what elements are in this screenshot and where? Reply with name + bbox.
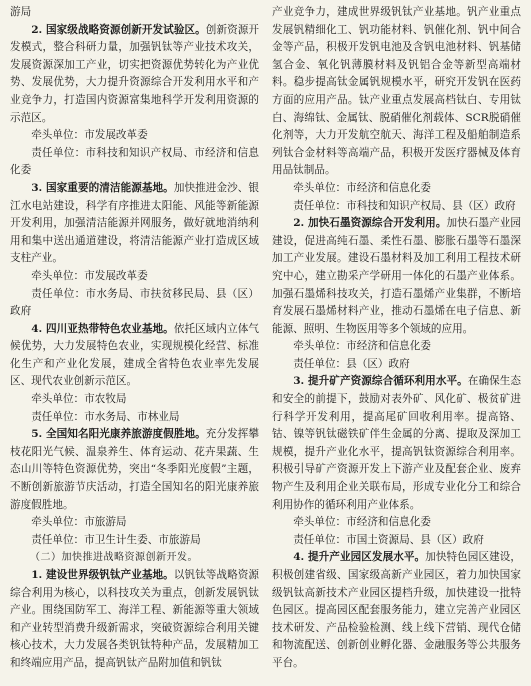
numbered-paragraph bbox=[10, 180, 259, 268]
paragraph-heading: 2. 加快石墨资源综合开发利用。 bbox=[293, 217, 447, 230]
responsibility-line: 责任单位：市水务局、市林业局 bbox=[31, 410, 180, 423]
numbered-paragraph bbox=[10, 321, 259, 391]
paragraph-heading: 4. 四川亚热带特色农业基地。 bbox=[31, 322, 174, 335]
paragraph-body: 充分发挥攀枝花阳光气候、温泉养生、体育运动、花卉果蔬、生态山川等特色资源优势，突出“冬季阳光度假”主题，不断创新旅游节庆活动，打造全国知名的阳光康养旅游度假胜地。 bbox=[10, 428, 259, 511]
numbered-paragraph bbox=[272, 215, 521, 338]
paragraph-heading: 3. 提升矿产资源综合循环利用水平。 bbox=[293, 375, 468, 388]
paragraph-heading: 3. 国家重要的清洁能源基地。 bbox=[31, 181, 174, 194]
paragraph-heading: 5. 全国知名阳光康养旅游度假胜地。 bbox=[31, 428, 206, 441]
paragraph-body: 加快特色园区建设，积极创建省级、国家级高新产业园区，着力加快国家级钒钛高新技术产业园区提档升级，加快建设一批特色园区。提高园区配套服务能力，建立完善产业园区技术研发、产品检验检测、线上线下营销、现代仓储和物流配送、创新创业孵化器、金融服务等公共服务平台。 bbox=[272, 551, 521, 669]
paragraph-body: 加快推进金沙、银江水电站建设，科学有序推进太阳能、风能等新能源开发利用，加强清洁能源并网服务，做好就地消纳利用和集中送出通道建设，将清洁能源产业打造成区域支柱产业。 bbox=[10, 181, 259, 265]
numbered-paragraph bbox=[10, 22, 259, 128]
paragraph-heading: 2. 国家级战略资源创新开发试验区。 bbox=[31, 23, 206, 36]
responsibility-line: 牵头单位：市发展改革委 bbox=[31, 269, 148, 282]
paragraph-body: 创新资源开发模式，整合科研力量，加强钒钛等产业技术攻关，发展资源深加工产业，切实把资源优势转化为产业优势、发展优势，大力提升资源综合开发利用水平和产业竞争力，打造国内资源富集地科学开发利用资源的示范区。 bbox=[10, 23, 259, 124]
paragraph-heading: 4. 提升产业园区发展水平。 bbox=[293, 551, 426, 564]
left-column bbox=[10, 4, 259, 686]
continued-text: 产业竞争力，建成世界级钒钛产业基地。钒产业重点发展钒精细化工、钒功能材料、钒催化剂、钒中间合金等产品，积极开发钒电池及含钒电池材料、钒基储氢合金、氧化钒薄膜材料及钒铝合金等新型高端材料。稳步提高钛金属钒规模水平，研究开发钒在医药方面的应用产品。钛产业重点发展高档钛白、专用钛白、海绵钛、金属钛、脱硝催化剂载体、SCR脱硝催化剂等，大力开发航空航天、海洋工程及船舶制造系列钛合金材料等高端产品，积极开发医疗器械及体育用品钛制品。 bbox=[272, 6, 521, 177]
continued-text: 游局 bbox=[10, 6, 32, 18]
numbered-paragraph bbox=[10, 426, 259, 514]
responsibility-line: 责任单位：市科技和知识产权局、县（区）政府 bbox=[293, 199, 516, 212]
responsibility-line: 牵头单位：市农牧局 bbox=[31, 393, 127, 406]
numbered-paragraph bbox=[272, 549, 521, 672]
responsibility-line: 牵头单位：市发展改革委 bbox=[31, 129, 148, 142]
numbered-paragraph bbox=[10, 567, 259, 673]
responsibility-line: 牵头单位：市经济和信息化委 bbox=[293, 516, 431, 529]
responsibility-line: 责任单位：县（区）政府 bbox=[293, 357, 410, 370]
paragraph-body: 在确保生态和安全的前提下，鼓励对表外矿、风化矿、极贫矿进行科学开发利用，提高尾矿回收利用率。提高铬、钴、镍等钒钛磁铁矿伴生金属的分离、提取及深加工规模，提升产业化水平，提高钒钛资源综合利用率。积极引导矿产资源开发上下游产业及配套企业、废弃物产生及利用企业关联布局，形成专业化分工和综合利用协作的循环利用产业体系。 bbox=[272, 375, 521, 511]
paragraph-body: 以钒钛等战略资源综合利用为核心，以科技攻关为重点，创新发展钒钛产业。围绕国防军工、海洋工程、新能源等重大领域和产业转型消费升级新需求，突破资源综合利用关键核心技术，大力发展各类钒钛特种产品，发展精加工和终端应用产品，提高钒钛产品附加值和钒钛 bbox=[10, 569, 259, 669]
numbered-paragraph bbox=[272, 373, 521, 514]
right-column bbox=[272, 4, 521, 686]
paragraph-body: 加快石墨产业园建设，促进高纯石墨、柔性石墨、膨胀石墨等石墨深加工产业发展。建设石墨材料及加工利用工程技术研究中心，建立勘采产学研用一体化的石墨产业体系。加强石墨烯科技攻关，打造石墨烯产业集群，不断培育发展石墨烯材料产业，推动石墨烯在电子信息、新能源、照明、生物医用等多个领域的应用。 bbox=[272, 217, 521, 335]
responsibility-line: 责任单位：市水务局、市扶贫移民局、县（区）政府 bbox=[10, 287, 259, 318]
responsibility-line: 牵头单位：市经济和信息化委 bbox=[293, 181, 431, 194]
responsibility-line: 牵头单位：市旅游局 bbox=[31, 516, 127, 529]
section-subheading: （二）加快推进战略资源创新开发。 bbox=[30, 552, 198, 564]
paragraph-heading: 1. 建设世界级钒钛产业基地。 bbox=[31, 569, 174, 581]
responsibility-line: 牵头单位：市经济和信息化委 bbox=[293, 340, 431, 353]
responsibility-line: 责任单位：市科技和知识产权局、市经济和信息化委 bbox=[10, 146, 259, 177]
paragraph-body: 依托区域内立体气候优势，大力发展特色农业，实现规模化经营、标准化生产和产业化发展，建成全省特色农业率先发展区、现代农业创新示范区。 bbox=[10, 322, 259, 388]
responsibility-line: 责任单位：市卫生计生委、市旅游局 bbox=[31, 533, 201, 546]
responsibility-line: 责任单位：市国土资源局、县（区）政府 bbox=[293, 533, 484, 546]
